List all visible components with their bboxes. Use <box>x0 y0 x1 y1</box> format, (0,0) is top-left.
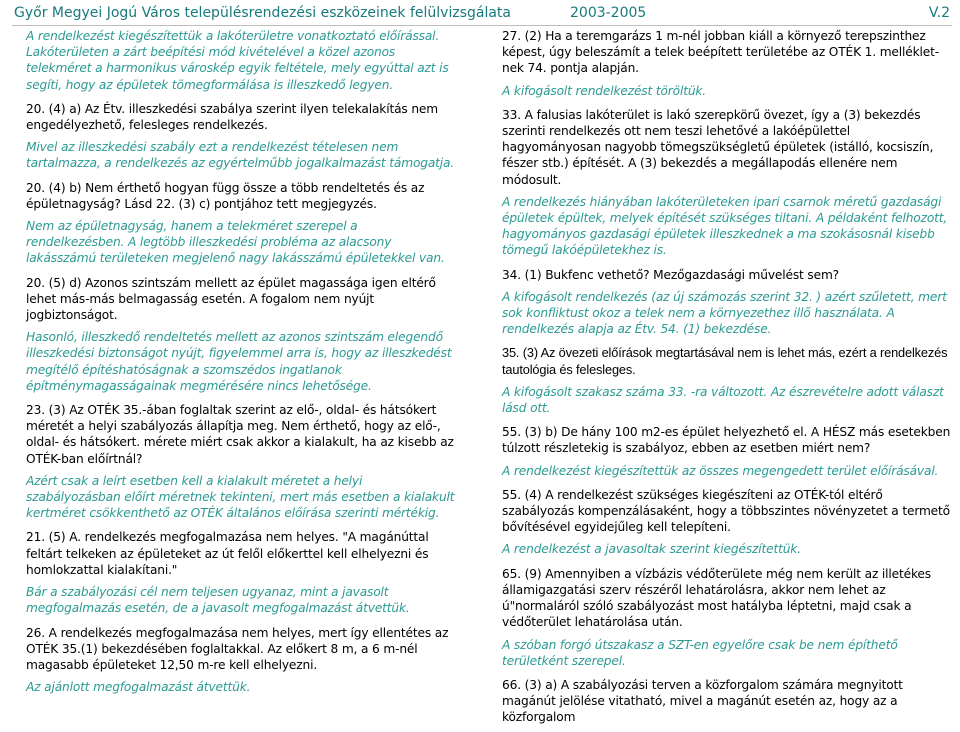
comment-paragraph: 34. (1) Bukfenc vethető? Mezőgazdasági művelést sem? <box>502 267 839 282</box>
right-column <box>502 28 952 732</box>
comment-paragraph: 55. (4) A rendelkezést szükséges kiegészíteni az OTÉK-tól eltérő szabályozás kompenzálásaként, hogy a többszintes növényzetet a termető bővítésével egyidejűleg kell telepíteni. <box>502 487 950 535</box>
left-column <box>26 28 456 703</box>
document-title: Győr Megyei Jogú Város településrendezési eszközeinek felülvizsgálata <box>14 5 511 21</box>
comment-paragraph: 35. (3) Az övezeti előírások megtartásával nem is lehet más, ezért a rendelkezés tautológia és felesleges. <box>502 345 948 377</box>
answer-paragraph: A szóban forgó útszakasz a SZT-en egyelőre csak be nem építhető területként szerepel. <box>502 637 898 668</box>
comment-paragraph: 55. (3) b) De hány 100 m2-es épület helyezhető el. A HÉSZ más esetekben túlzott részletekig is szabályoz, ebben az esetben miért nem? <box>502 425 951 456</box>
answer-paragraph: Azért csak a leírt esetben kell a kialakult méretet a helyi szabályozásban előírt méretnek tekinteni, mert más esetben a kialakult kertméret csökkenthető az OTÉK általános előírása szerinti mértékig. <box>26 473 455 521</box>
comment-paragraph: 21. (5) A. rendelkezés megfogalmazása nem helyes. "A magánúttal feltárt telkeken az épületeket az út felől előkerttel kell elhelyezni és homlokzattal kialakítani." <box>26 530 429 577</box>
comment-paragraph: 20. (5) d) Azonos szintszám mellett az épület magassága igen eltérő lehet más-más belmagasság esetén. A fogalom nem nyújt jogbiztonságot. <box>26 275 436 323</box>
comment-paragraph: 65. (9) Amennyiben a vízbázis védőterülete még nem került az illetékes államigazgatási szerv részéről lehatárolásra, akkor nem lehet az ú"normaláról szóló szabályozást most hatályba léptetni, majd csak a védőterület lehatárolása után. <box>502 566 931 630</box>
answer-paragraph: A rendelkezést kiegészítettük a lakóterületre vonatkoztató előírással. Lakóterületen a zárt beépítési mód kivételével a közel azonos telekméret a harmonikus városkép egyik feltétele, mely egyúttal azt is segíti, hogy az épületek tömegformálása is illeszkedő legyen. <box>26 29 449 92</box>
comment-paragraph: 33. A falusias lakóterület is lakó szerepkörű övezet, így a (3) bekezdés szerinti rendelkezés ott nem teszi lehetővé a lakóépülettel hagyományosan nagyobb tömegszükségletű épületek (istálló, kocsiszín, fészer stb.) építését. A (3) bekezdés a megállapodás ellenére nem módosult. <box>502 107 934 187</box>
page-header <box>0 0 960 25</box>
answer-paragraph: A kifogásolt rendelkezés (az új számozás szerint 32. ) azért szűletett, mert sok konfliktust okoz a telek nem a környezethez illő használata. A rendelkezés alapja az Étv. 54. (1) bekezdése. <box>502 289 947 337</box>
answer-paragraph: A rendelkezést kiegészítettük az összes megengedett terület előírásával. <box>502 463 939 478</box>
answer-paragraph: A kifogásolt szakasz száma 33. -ra változott. Az észrevételre adott választ lásd ott. <box>502 384 944 416</box>
answer-paragraph: Az ajánlott megfogalmazást átvettük. <box>26 680 251 695</box>
document-version: V.2 <box>928 5 950 21</box>
comment-paragraph: 20. (4) a) Az Étv. illeszkedési szabálya szerint ilyen telekalakítás nem engedélyezhető, felesleges rendelkezés. <box>26 101 438 133</box>
answer-paragraph: Nem az épületnagyság, hanem a telekméret szerepel a rendelkezésben. A legtöbb illeszkedési probléma az alacsony lakásszámú területeken megjelenő nagy lakásszámú épületekkel van. <box>26 219 445 266</box>
answer-paragraph: A rendelkezést a javasoltak szerint kiegészítettük. <box>502 542 801 557</box>
header-divider <box>12 25 952 26</box>
answer-paragraph: Bár a szabályozási cél nem teljesen ugyanaz, mint a javasolt megfogalmazás esetén, de a javasolt megfogalmazást átvettük. <box>26 585 410 616</box>
answer-paragraph: A rendelkezés hiányában lakóterületeken ipari csarnok méretű gazdasági épületek épültek, melyek építését szükséges tiltani. A példaként felhozott, hagyományos gazdasági épületek illeszkednek a ma szokásosnál kisebb tömegű lakóépületekhez is. <box>502 194 948 258</box>
comment-paragraph: 26. A rendelkezés megfogalmazása nem helyes, mert így ellentétes az OTÉK 35.(1) bekezdésében foglaltakkal. Az előkert 8 m, a 6 m-nél magasabb épületeket 12,50 m-re kell elhelyezni. <box>26 625 449 672</box>
comment-paragraph: 66. (3) a) A szabályozási terven a közforgalom számára megnyitott magánút jelölése vitatható, mivel a magánút esetén az, hogy az a közforgalom <box>502 677 903 725</box>
comment-paragraph: 27. (2) Ha a teremgarázs 1 m-nél jobban kiáll a környező terepszinthez képest, úgy beleszámít a telek beépített területébe az OTÉK 1. melléklet-nek 74. pontja alapján. <box>502 29 939 76</box>
answer-paragraph: Mivel az illeszkedési szabály ezt a rendelkezést tételesen nem tartalmazza, a rendelkezés az egyértelműbb jogalkalmazást támogatja. <box>26 140 455 171</box>
answer-paragraph: A kifogásolt rendelkezést töröltük. <box>502 83 707 98</box>
comment-paragraph: 20. (4) b) Nem érthető hogyan függ össze a több rendeltetés és az épületnagyság? Lásd 22. (3) c) pontjához tett megjegyzés. <box>26 180 425 211</box>
document-years: 2003-2005 <box>570 5 647 21</box>
comment-paragraph: 23. (3) Az OTÉK 35.-ában foglaltak szerint az elő-, oldal- és hátsókert méretét a helyi szabályozás állapítja meg. Nem érthető, hogy az elő-, oldal- és hátsókert. mérete miért csak akkor a kialakult, ha az kisebb az OTÉK-ban előírtnál? <box>26 403 454 466</box>
answer-paragraph: Hasonló, illeszkedő rendeltetés mellett az azonos szintszám elegendő illeszkedési biztonságot nyújt, figyelemmel arra is, hogy az illeszkedést megítélő építéshatóságnak a szomszédos ingatlanok építménymagasságainak megmérésére nincs lehetősége. <box>26 330 452 393</box>
